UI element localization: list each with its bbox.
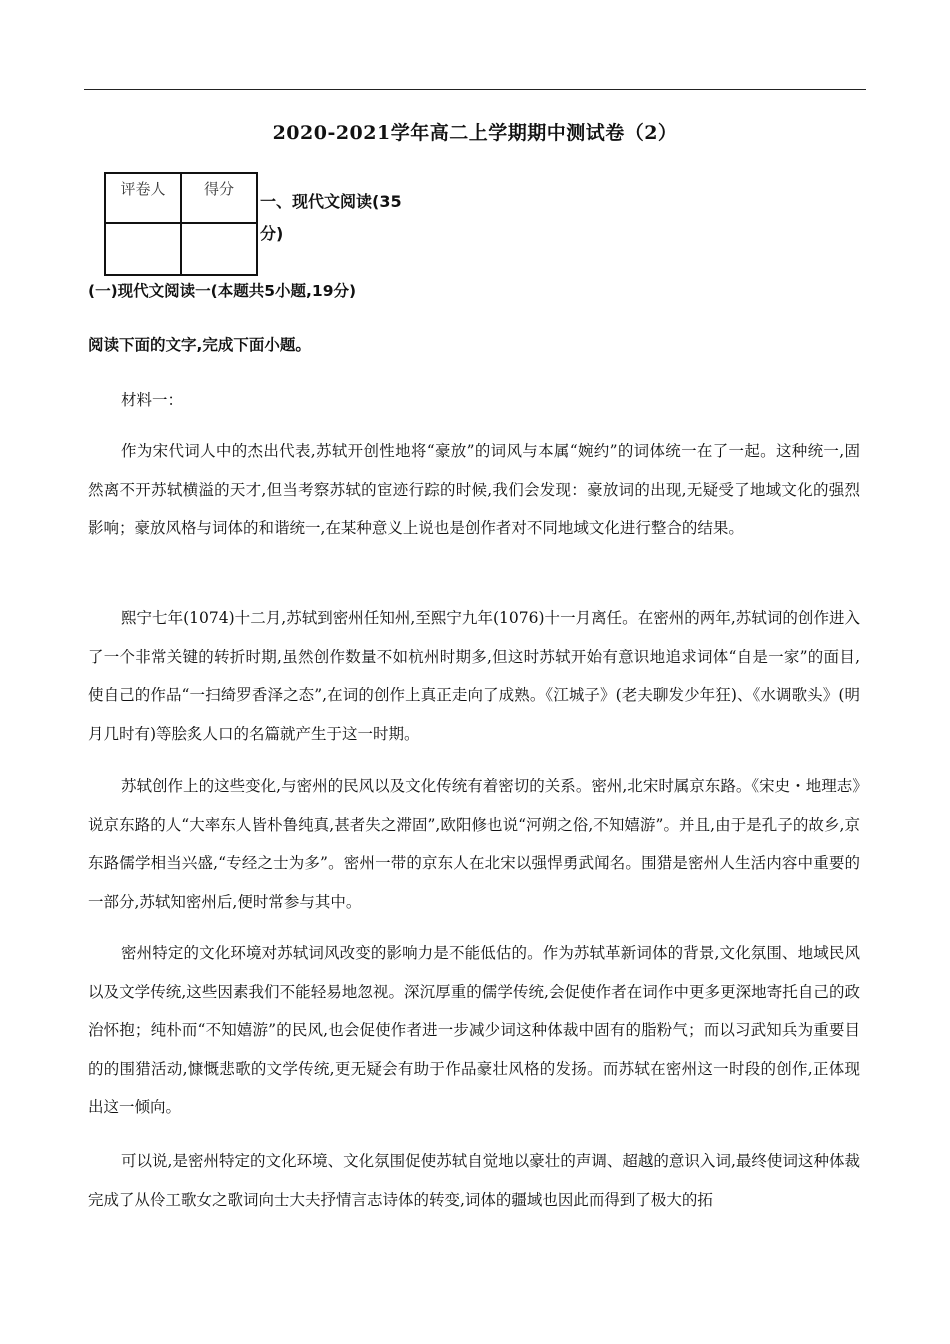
material-label: 材料一： xyxy=(121,391,184,409)
header-rule xyxy=(84,89,866,90)
reviewer-label: 评卷人 xyxy=(105,173,181,223)
paragraph-5: 可以说,是密州特定的文化环境、文化氛围促使苏轼自觉地以豪壮的声调、超越的意识入词,最终使词这种体裁完成了从伶工歌女之歌词向士大夫抒情言志诗体的转变,词体的疆域也因此而得到了极大的拓 xyxy=(88,1152,860,1209)
paragraph-2: 熙宁七年(1074)十二月,苏轼到密州任知州,至熙宁九年(1076)十一月离任。在密州的两年,苏轼词的创作进入了一个非常关键的转折时期,虽然创作数量不如杭州时期多,但这时苏轼开始有意识地追求词体“自是一家”的面目,使自己的作品“一扫绮罗香泽之态”,在词的创作上真正走向了成熟。《江城子》(老夫聊发少年狂)、《水调歌头》(明月几时有)等脍炙人口的名篇就产生于这一时期。 xyxy=(88,609,860,743)
reviewer-cell xyxy=(105,223,181,275)
paragraph-4: 密州特定的文化环境对苏轼词风改变的影响力是不能低估的。作为苏轼革新词体的背景,文化氛围、地域民风以及文学传统,这些因素我们不能轻易地忽视。深沉厚重的儒学传统,会促使作者在词作中更多更深地寄托自己的政治怀抱；纯朴而“不知嬉游”的民风,也会促使作者进一步减少词这种体裁中固有的脂粉气；而以习武知兵为重要目的的围猎活动,慷慨悲歌的文学传统,更无疑会有助于作品豪壮风格的发扬。而苏轼在密州这一时段的创作,正体现出这一倾向。 xyxy=(88,944,860,1116)
grading-table xyxy=(104,172,258,276)
exam-title: 2020-2021学年高二上学期期中测试卷（2） xyxy=(272,122,678,144)
reading-instruction: 阅读下面的文字,完成下面小题。 xyxy=(88,336,311,354)
score-cell xyxy=(181,223,257,275)
paragraph-3: 苏轼创作上的这些变化,与密州的民风以及文化传统有着密切的关系。密州,北宋时属京东路。《宋史・地理志》说京东路的人“大率东人皆朴鲁纯真,甚者失之滞固”,欧阳修也说“河朔之俗,不知嬉游”。并且,由于是孔子的故乡,京东路儒学相当兴盛,“专经之士为多”。密州一带的京东人在北宋以强悍勇武闻名。围猎是密州人生活内容中重要的一部分,苏轼知密州后,便时常参与其中。 xyxy=(88,777,860,911)
score-label: 得分 xyxy=(181,173,257,223)
subsection-heading: (一)现代文阅读一(本题共5小题,19分) xyxy=(88,282,357,300)
paragraph-1: 作为宋代词人中的杰出代表,苏轼开创性地将“豪放”的词风与本属“婉约”的词体统一在了一起。这种统一,固然离不开苏轼横溢的天才,但当考察苏轼的宦迹行踪的时候,我们会发现：豪放词的出现,无疑受了地域文化的强烈影响；豪放风格与词体的和谐统一,在某种意义上说也是创作者对不同地域文化进行整合的结果。 xyxy=(88,442,860,537)
section-heading: 一、现代文阅读(35分) xyxy=(260,192,402,243)
